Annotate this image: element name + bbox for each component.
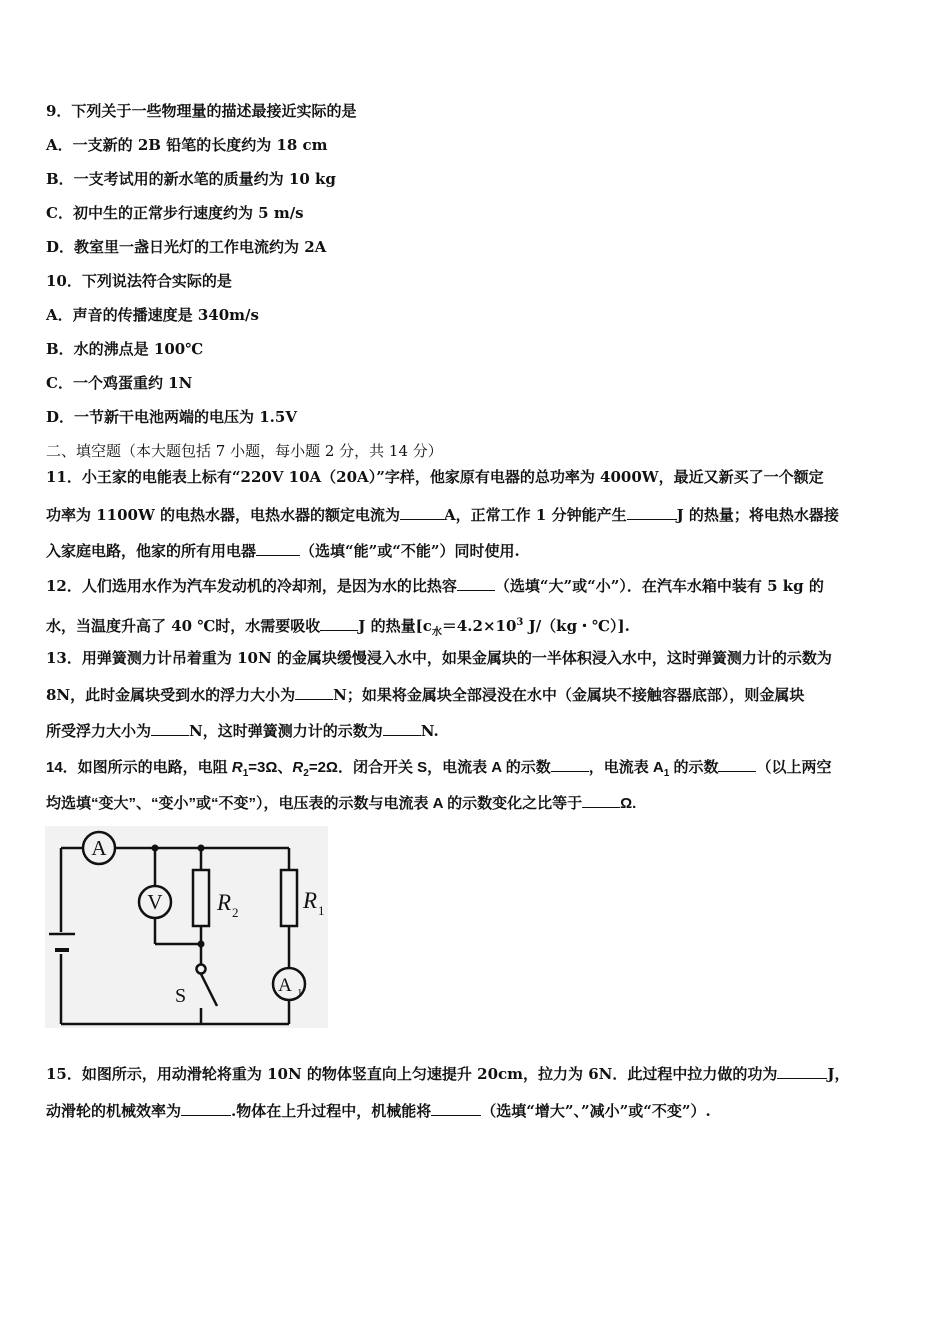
- ammeter1-label: A: [278, 975, 292, 996]
- q13-text: N，这时弹簧测力计的示数为: [189, 722, 383, 740]
- q9-option-b: B．一支考试用的新水笔的质量约为 10 kg: [46, 170, 336, 188]
- r2-symbol: R: [292, 759, 304, 776]
- q12-subscript: 水: [431, 627, 442, 638]
- ammeter-label: A: [91, 836, 107, 860]
- q11-text: A，正常工作 1 分钟能产生: [444, 506, 627, 524]
- a1-subscript: 1: [663, 768, 670, 779]
- r2-label: R: [217, 890, 232, 915]
- q14-text: Ω.: [620, 795, 637, 812]
- q13-line-1: 13．用弹簧测力计吊着重为 10N 的金属块缓慢浸入水中，如果金属块的一半体积浸入水中，这时弹簧测力计的示数为: [46, 649, 832, 667]
- q12-text: J 的热量[c: [358, 617, 432, 635]
- answer-blank[interactable]: [400, 505, 444, 520]
- answer-blank[interactable]: [718, 757, 756, 772]
- q15-text: J，: [827, 1065, 850, 1083]
- q10-option-c: C．一个鸡蛋重约 1N: [46, 374, 193, 392]
- q10-option-a: A．声音的传播速度是 340m/s: [46, 306, 259, 324]
- q14-text: ，电流表 A: [588, 759, 664, 776]
- q13-line-2: [46, 685, 804, 705]
- q15-text: 动滑轮的机械效率为: [46, 1102, 182, 1120]
- q11-text: 入家庭电路，他家的所有用电器: [46, 542, 257, 560]
- q10-option-d: D．一节新干电池两端的电压为 1.5V: [46, 408, 297, 426]
- answer-blank[interactable]: [431, 1101, 481, 1116]
- switch-contact: [197, 965, 206, 974]
- answer-blank[interactable]: [777, 1064, 827, 1079]
- section-heading: 二、填空题（本大题包括 7 小题，每小题 2 分，共 14 分）: [46, 442, 443, 460]
- q15-line-2: [46, 1101, 711, 1121]
- q14-text: 均选填“变大”、“变小”或“不变”），电压表的示数与电流表 A 的示数变化之比等于: [46, 795, 583, 812]
- r2-subscript: 2: [232, 905, 239, 920]
- q11-line-1: 11．小王家的电能表上标有“220V 10A（20A）”字样，他家原有电器的总功率为 4000W，最近又新买了一个额定: [46, 468, 824, 486]
- q11-line-2: [46, 505, 839, 525]
- junction-dot: [198, 941, 205, 948]
- junction-dot: [152, 845, 159, 852]
- q11-line-3: [46, 541, 520, 561]
- q14-line-1: [46, 757, 832, 784]
- r2-subscript: 2: [303, 768, 309, 779]
- q15-line-1: [46, 1064, 850, 1084]
- q14-text: （以上两空: [756, 759, 832, 776]
- answer-blank[interactable]: [551, 757, 589, 772]
- q13-text: 所受浮力大小为: [46, 722, 152, 740]
- ammeter1-subscript: 1: [297, 987, 303, 999]
- q9-option-d: D．教室里一盏日光灯的工作电流约为 2A: [46, 238, 327, 256]
- q11-text: J 的热量；将电热水器接: [676, 506, 839, 524]
- r1-subscript: 1: [318, 903, 325, 918]
- circuit-diagram: [45, 826, 328, 1028]
- answer-blank[interactable]: [151, 721, 189, 736]
- q12-text: 水，当温度升高了 40 ℃时，水需要吸收: [46, 617, 321, 635]
- answer-blank[interactable]: [627, 505, 677, 520]
- q14-line-2: [46, 793, 636, 814]
- q12-text: 12．人们选用水作为汽车发动机的冷却剂，是因为水的比热容: [46, 577, 457, 595]
- q14-text: =2Ω．闭合开关 S，电流表 A 的示数: [308, 759, 551, 776]
- q13-text: N.: [420, 722, 439, 740]
- q14-text: 的示数: [669, 759, 719, 776]
- q9-option-c: C．初中生的正常步行速度约为 5 m/s: [46, 204, 304, 222]
- q12-line-1: [46, 576, 824, 596]
- answer-blank[interactable]: [295, 685, 333, 700]
- q9-option-a: A．一支新的 2B 铅笔的长度约为 18 cm: [46, 136, 328, 154]
- answer-blank[interactable]: [256, 541, 300, 556]
- q13-text: 8N，此时金属块受到水的浮力大小为: [46, 686, 296, 704]
- q13-text: N；如果将金属块全部浸没在水中（金属块不接触容器底部），则金属块: [333, 686, 805, 704]
- q14-text: =3Ω、: [248, 759, 293, 776]
- answer-blank[interactable]: [383, 721, 421, 736]
- q12-text: ＝4.2×10: [441, 617, 517, 635]
- q10-stem: 10．下列说法符合实际的是: [46, 272, 232, 290]
- answer-blank[interactable]: [181, 1101, 231, 1116]
- switch-label: S: [175, 985, 187, 1007]
- answer-blank[interactable]: [457, 576, 495, 591]
- q12-text: （选填“大”或“小”）．在汽车水箱中装有 5 kg 的: [494, 577, 824, 595]
- q15-text: 15．如图所示，用动滑轮将重为 10N 的物体竖直向上匀速提升 20cm，拉力为 6N．此过程中拉力做的功为: [46, 1065, 778, 1083]
- r1-label: R: [303, 888, 318, 913]
- r1-symbol: R: [231, 759, 243, 776]
- q14-text: 14．如图所示的电路，电阻: [46, 759, 232, 776]
- q13-line-3: [46, 721, 439, 741]
- answer-blank[interactable]: [582, 793, 620, 808]
- voltmeter-label: V: [147, 890, 163, 914]
- q15-text: （选填“增大”、”减小”或“不变”）.: [481, 1102, 711, 1120]
- q12-text: J/（kg・℃）].: [523, 617, 630, 635]
- q11-text: （选填“能”或“不能”）同时使用.: [300, 542, 520, 560]
- junction-dot: [198, 845, 205, 852]
- answer-blank[interactable]: [320, 616, 358, 631]
- q15-text: .物体在上升过程中，机械能将: [231, 1102, 432, 1120]
- q9-stem: 9．下列关于一些物理量的描述最接近实际的是: [46, 102, 357, 120]
- r1-subscript: 1: [242, 768, 249, 779]
- q11-text: 功率为 1100W 的电热水器，电热水器的额定电流为: [46, 506, 401, 524]
- q12-line-2: [46, 613, 630, 643]
- q10-option-b: B．水的沸点是 100℃: [46, 340, 204, 358]
- q12-superscript: 3: [516, 617, 524, 628]
